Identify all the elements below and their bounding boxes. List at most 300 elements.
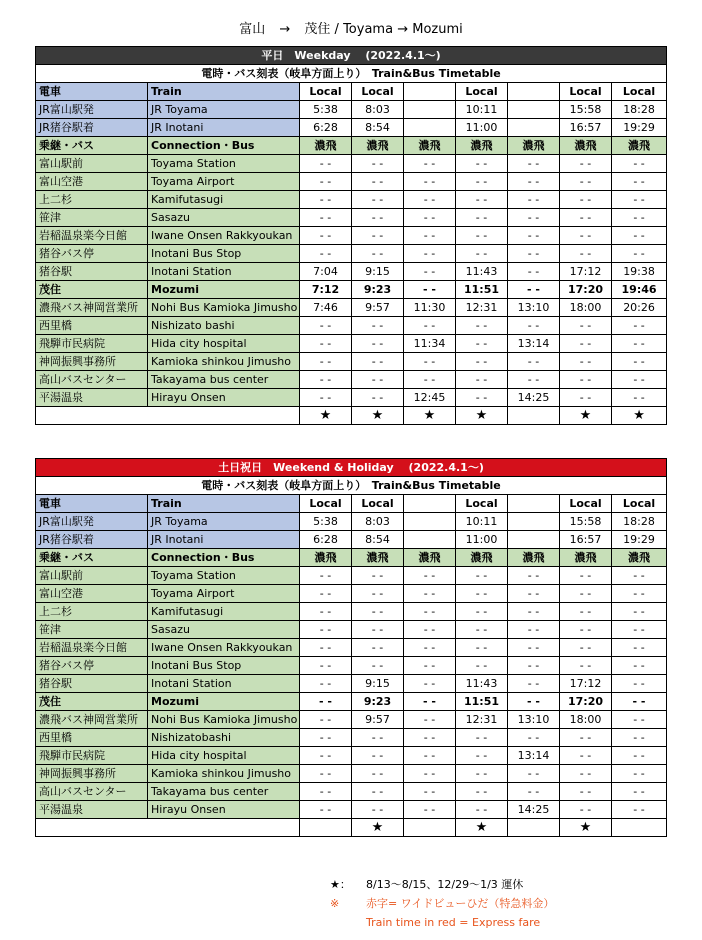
time-cell: 11:51 — [456, 693, 508, 711]
time-cell: 17:20 — [560, 281, 612, 299]
time-cell: - - — [456, 747, 508, 765]
time-cell: - - — [352, 621, 404, 639]
train-type-cell: Local — [612, 83, 667, 101]
time-cell: - - — [560, 155, 612, 173]
time-cell: 12:31 — [456, 299, 508, 317]
bus-operator-cell: 濃飛 — [352, 137, 404, 155]
time-cell: - - — [560, 639, 612, 657]
star-icon: ★： — [330, 878, 351, 891]
stop-name-en: Hirayu Onsen — [148, 801, 300, 819]
time-cell: - - — [352, 173, 404, 191]
title-from-en: Toyama — [343, 22, 394, 37]
time-cell: - - — [352, 783, 404, 801]
time-cell: 19:29 — [612, 119, 667, 137]
legend-note-jp: 赤字= ワイドビューひだ（特急料金） — [366, 897, 555, 910]
timetable-subtitle: 電時・バス刻表（岐阜方面上り） Train&Bus Timetable — [36, 477, 667, 495]
time-cell: - - — [508, 353, 560, 371]
stop-name-en: Mozumi — [148, 693, 300, 711]
time-cell: - - — [456, 729, 508, 747]
bus-row — [36, 657, 667, 675]
station-name-jp: JR富山駅発 — [36, 101, 148, 119]
stop-name-jp: 猪谷バス停 — [36, 657, 148, 675]
time-cell: 11:00 — [456, 119, 508, 137]
time-cell: - - — [404, 639, 456, 657]
time-cell: - - — [612, 729, 667, 747]
time-cell: - - — [456, 585, 508, 603]
time-cell: - - — [352, 657, 404, 675]
legend — [330, 875, 554, 932]
station-name-en: JR Toyama — [148, 101, 300, 119]
time-cell: - - — [508, 639, 560, 657]
arrow-icon: → — [397, 22, 409, 37]
star-icon — [612, 819, 667, 837]
time-cell: - - — [560, 585, 612, 603]
time-cell: - - — [456, 765, 508, 783]
stop-name-jp: 飛騨市民病院 — [36, 747, 148, 765]
time-cell: 9:15 — [352, 263, 404, 281]
time-cell: 11:43 — [456, 263, 508, 281]
time-cell: - - — [404, 371, 456, 389]
bus-row — [36, 747, 667, 765]
time-cell: - - — [612, 227, 667, 245]
stop-name-jp: 猪谷駅 — [36, 675, 148, 693]
time-cell: - - — [300, 801, 352, 819]
time-cell: - - — [300, 191, 352, 209]
time-cell: 9:15 — [352, 675, 404, 693]
time-cell: - - — [560, 603, 612, 621]
stars-row — [36, 407, 667, 425]
stop-name-jp: 濃飛バス神岡営業所 — [36, 711, 148, 729]
time-cell: - - — [404, 693, 456, 711]
weekday-timetable — [35, 46, 667, 425]
time-cell: 15:58 — [560, 101, 612, 119]
bus-row — [36, 245, 667, 263]
time-cell: - - — [404, 281, 456, 299]
time-cell: - - — [612, 245, 667, 263]
time-cell: - - — [560, 567, 612, 585]
star-icon: ★ — [456, 407, 508, 425]
train-type-cell: Local — [560, 495, 612, 513]
time-cell: - - — [404, 711, 456, 729]
time-cell: - - — [508, 317, 560, 335]
legend-star-row — [330, 875, 554, 894]
time-cell: - - — [352, 371, 404, 389]
bus-operator-cell: 濃飛 — [404, 137, 456, 155]
time-cell: - - — [508, 173, 560, 191]
time-cell: 16:57 — [560, 119, 612, 137]
stop-name-en: Sasazu — [148, 621, 300, 639]
time-cell: - - — [456, 603, 508, 621]
time-cell: - - — [560, 371, 612, 389]
stars-spacer — [36, 407, 300, 425]
stop-name-jp: 神岡振興事務所 — [36, 353, 148, 371]
train-row — [36, 531, 667, 549]
time-cell: - - — [404, 783, 456, 801]
time-cell: - - — [300, 335, 352, 353]
time-cell: - - — [612, 693, 667, 711]
time-cell: 13:14 — [508, 335, 560, 353]
stop-name-en: Iwane Onsen Rakkyoukan — [148, 639, 300, 657]
time-cell: 9:57 — [352, 299, 404, 317]
time-cell: 6:28 — [300, 119, 352, 137]
bus-operator-cell: 濃飛 — [456, 137, 508, 155]
time-cell: - - — [456, 245, 508, 263]
train-type-cell: Local — [560, 83, 612, 101]
bus-row — [36, 765, 667, 783]
subtitle-row — [36, 65, 667, 83]
time-cell: - - — [456, 567, 508, 585]
star-icon: ★ — [404, 407, 456, 425]
bus-row — [36, 155, 667, 173]
time-cell: - - — [456, 783, 508, 801]
time-cell: 17:20 — [560, 693, 612, 711]
title-to-en: Mozumi — [412, 22, 463, 37]
time-cell: - - — [612, 389, 667, 407]
star-icon — [508, 819, 560, 837]
bus-operator-cell: 濃飛 — [560, 549, 612, 567]
bus-row — [36, 621, 667, 639]
time-cell: 13:10 — [508, 299, 560, 317]
time-cell: - - — [300, 693, 352, 711]
time-cell: - - — [508, 209, 560, 227]
stop-name-jp: 岩稲温泉楽今日館 — [36, 227, 148, 245]
time-cell: - - — [612, 335, 667, 353]
stop-name-en: Inotani Bus Stop — [148, 245, 300, 263]
stop-name-jp: 富山空港 — [36, 173, 148, 191]
bus-row — [36, 209, 667, 227]
time-cell: - - — [404, 747, 456, 765]
time-cell: 17:12 — [560, 263, 612, 281]
time-cell: 7:04 — [300, 263, 352, 281]
time-cell — [508, 101, 560, 119]
stop-name-en: Takayama bus center — [148, 783, 300, 801]
time-cell: - - — [456, 639, 508, 657]
time-cell: - - — [404, 227, 456, 245]
stop-name-en: Inotani Station — [148, 263, 300, 281]
time-cell: 18:00 — [560, 711, 612, 729]
bus-header-en: Connection・Bus — [148, 549, 300, 567]
star-icon — [404, 819, 456, 837]
time-cell: - - — [300, 729, 352, 747]
time-cell: 11:30 — [404, 299, 456, 317]
time-cell — [404, 119, 456, 137]
bus-operator-cell: 濃飛 — [508, 137, 560, 155]
bus-row — [36, 389, 667, 407]
stop-name-jp: 平湯温泉 — [36, 801, 148, 819]
star-icon: ★ — [300, 407, 352, 425]
time-cell: - - — [508, 245, 560, 263]
train-row — [36, 101, 667, 119]
stop-name-en: Kamioka shinkou Jimusho — [148, 765, 300, 783]
bus-operator-cell: 濃飛 — [560, 137, 612, 155]
time-cell: - - — [612, 711, 667, 729]
time-cell: - - — [612, 191, 667, 209]
stop-name-en: Toyama Station — [148, 155, 300, 173]
time-cell: - - — [456, 657, 508, 675]
time-cell — [508, 119, 560, 137]
title-to-jp: 茂住 / — [304, 22, 339, 37]
time-cell: - - — [352, 801, 404, 819]
time-cell: 5:38 — [300, 101, 352, 119]
time-cell: 19:46 — [612, 281, 667, 299]
stop-name-en: Iwane Onsen Rakkyoukan — [148, 227, 300, 245]
stop-name-jp: 高山バスセンター — [36, 783, 148, 801]
bus-header-jp: 乗継・バス — [36, 137, 148, 155]
time-cell: - - — [404, 155, 456, 173]
time-cell: - - — [352, 567, 404, 585]
time-cell: 6:28 — [300, 531, 352, 549]
time-cell: - - — [612, 639, 667, 657]
time-cell: - - — [560, 353, 612, 371]
time-cell: - - — [560, 783, 612, 801]
stop-name-en: Nohi Bus Kamioka Jimusho — [148, 711, 300, 729]
legend-note-en-row — [330, 913, 554, 932]
time-cell — [508, 513, 560, 531]
time-cell: - - — [612, 783, 667, 801]
time-cell: - - — [456, 191, 508, 209]
bus-operator-cell: 濃飛 — [300, 137, 352, 155]
bus-row — [36, 585, 667, 603]
stop-name-jp: 上二杉 — [36, 603, 148, 621]
time-cell: - - — [508, 621, 560, 639]
train-header-row — [36, 495, 667, 513]
stop-name-jp: 笹津 — [36, 209, 148, 227]
bus-row — [36, 353, 667, 371]
time-cell: - - — [508, 191, 560, 209]
band-row — [36, 47, 667, 65]
bus-header-row — [36, 549, 667, 567]
timetable-subtitle: 電時・バス刻表（岐阜方面上り） Train&Bus Timetable — [36, 65, 667, 83]
time-cell: - - — [508, 693, 560, 711]
time-cell: - - — [352, 353, 404, 371]
stop-name-jp: 西里橋 — [36, 317, 148, 335]
time-cell: 14:25 — [508, 389, 560, 407]
stop-name-en: Nishizato bashi — [148, 317, 300, 335]
time-cell: - - — [300, 621, 352, 639]
station-name-jp: JR富山駅発 — [36, 513, 148, 531]
time-cell: 19:38 — [612, 263, 667, 281]
time-cell: - - — [508, 765, 560, 783]
bus-operator-cell: 濃飛 — [612, 137, 667, 155]
time-cell: - - — [560, 245, 612, 263]
train-type-cell: Local — [612, 495, 667, 513]
bus-header-row — [36, 137, 667, 155]
time-cell: - - — [300, 567, 352, 585]
stop-name-jp: 神岡振興事務所 — [36, 765, 148, 783]
stop-name-en: Sasazu — [148, 209, 300, 227]
time-cell: - - — [612, 317, 667, 335]
stop-name-jp: 茂住 — [36, 281, 148, 299]
stop-name-en: Mozumi — [148, 281, 300, 299]
bus-header-jp: 乗継・バス — [36, 549, 148, 567]
bus-row — [36, 639, 667, 657]
time-cell: - - — [612, 567, 667, 585]
time-cell: - - — [404, 245, 456, 263]
bus-row — [36, 783, 667, 801]
arrow-icon: → — [279, 22, 291, 37]
train-type-cell — [508, 83, 560, 101]
train-header-jp: 電車 — [36, 83, 148, 101]
stop-name-jp: 上二杉 — [36, 191, 148, 209]
train-header-jp: 電車 — [36, 495, 148, 513]
time-cell: 11:43 — [456, 675, 508, 693]
time-cell: - - — [300, 173, 352, 191]
time-cell: - - — [560, 747, 612, 765]
time-cell: 11:34 — [404, 335, 456, 353]
time-cell: - - — [352, 389, 404, 407]
train-type-cell — [404, 83, 456, 101]
train-type-cell: Local — [300, 495, 352, 513]
time-cell — [404, 101, 456, 119]
train-type-cell: Local — [456, 495, 508, 513]
time-cell: - - — [352, 765, 404, 783]
time-cell: 15:58 — [560, 513, 612, 531]
bus-row — [36, 801, 667, 819]
time-cell: - - — [352, 747, 404, 765]
bus-operator-cell: 濃飛 — [508, 549, 560, 567]
stop-name-jp: 茂住 — [36, 693, 148, 711]
time-cell: - - — [404, 353, 456, 371]
time-cell: 18:28 — [612, 101, 667, 119]
train-type-cell: Local — [456, 83, 508, 101]
time-cell: 17:12 — [560, 675, 612, 693]
time-cell: - - — [508, 585, 560, 603]
station-name-jp: JR猪谷駅着 — [36, 531, 148, 549]
time-cell: - - — [456, 155, 508, 173]
time-cell: - - — [300, 711, 352, 729]
time-cell: - - — [404, 567, 456, 585]
stop-name-en: Kamifutasugi — [148, 603, 300, 621]
page-title — [0, 18, 702, 37]
time-cell: 16:57 — [560, 531, 612, 549]
time-cell: - - — [404, 801, 456, 819]
time-cell: - - — [612, 371, 667, 389]
time-cell: - - — [352, 639, 404, 657]
star-icon: ★ — [352, 407, 404, 425]
time-cell: - - — [456, 371, 508, 389]
time-cell: - - — [456, 335, 508, 353]
time-cell: - - — [508, 281, 560, 299]
stop-name-jp: 西里橋 — [36, 729, 148, 747]
time-cell: - - — [352, 191, 404, 209]
time-cell: - - — [508, 263, 560, 281]
time-cell: - - — [612, 747, 667, 765]
stop-name-en: Kamioka shinkou Jimusho — [148, 353, 300, 371]
time-cell: 11:51 — [456, 281, 508, 299]
time-cell: - - — [560, 209, 612, 227]
bus-row — [36, 711, 667, 729]
bus-operator-cell: 濃飛 — [404, 549, 456, 567]
time-cell: - - — [508, 675, 560, 693]
time-cell: - - — [612, 621, 667, 639]
time-cell: - - — [560, 729, 612, 747]
time-cell: - - — [456, 621, 508, 639]
train-type-cell: Local — [352, 83, 404, 101]
stop-name-en: Nishizatobashi — [148, 729, 300, 747]
bus-row — [36, 729, 667, 747]
time-cell: - - — [612, 353, 667, 371]
time-cell: - - — [508, 567, 560, 585]
stop-name-en: Inotani Station — [148, 675, 300, 693]
bus-row — [36, 191, 667, 209]
time-cell: 11:00 — [456, 531, 508, 549]
holiday-timetable — [35, 458, 667, 837]
time-cell: - - — [456, 353, 508, 371]
bus-row — [36, 693, 667, 711]
time-cell: - - — [300, 603, 352, 621]
band-row — [36, 459, 667, 477]
time-cell: - - — [456, 317, 508, 335]
stop-name-jp: 猪谷駅 — [36, 263, 148, 281]
stop-name-en: Hida city hospital — [148, 335, 300, 353]
time-cell: - - — [300, 227, 352, 245]
stop-name-jp: 平湯温泉 — [36, 389, 148, 407]
time-cell: - - — [612, 173, 667, 191]
time-cell: - - — [508, 729, 560, 747]
bus-row — [36, 173, 667, 191]
note-mark: ※ — [330, 897, 340, 910]
time-cell: - - — [560, 657, 612, 675]
time-cell: - - — [300, 155, 352, 173]
time-cell: - - — [300, 783, 352, 801]
time-cell: - - — [300, 389, 352, 407]
time-cell: - - — [300, 317, 352, 335]
time-cell: - - — [352, 227, 404, 245]
train-header-en: Train — [148, 83, 300, 101]
timetable-band-title: 土日祝日 Weekend & Holiday (2022.4.1～) — [36, 459, 667, 477]
time-cell: - - — [404, 765, 456, 783]
time-cell: - - — [560, 765, 612, 783]
stop-name-en: Hirayu Onsen — [148, 389, 300, 407]
time-cell: - - — [560, 191, 612, 209]
time-cell: - - — [300, 585, 352, 603]
stop-name-jp: 富山空港 — [36, 585, 148, 603]
time-cell: - - — [404, 317, 456, 335]
bus-row — [36, 603, 667, 621]
time-cell: - - — [508, 155, 560, 173]
time-cell: - - — [404, 729, 456, 747]
time-cell: - - — [352, 155, 404, 173]
time-cell: 13:10 — [508, 711, 560, 729]
time-cell: - - — [300, 657, 352, 675]
star-icon: ★ — [560, 407, 612, 425]
time-cell: - - — [404, 585, 456, 603]
time-cell: 9:23 — [352, 693, 404, 711]
time-cell: - - — [404, 657, 456, 675]
time-cell: 14:25 — [508, 801, 560, 819]
station-name-en: JR Inotani — [148, 119, 300, 137]
time-cell: - - — [300, 639, 352, 657]
bus-row — [36, 281, 667, 299]
bus-row — [36, 335, 667, 353]
bus-row — [36, 227, 667, 245]
time-cell — [404, 531, 456, 549]
time-cell — [404, 513, 456, 531]
train-header-row — [36, 83, 667, 101]
time-cell — [508, 531, 560, 549]
bus-operator-cell: 濃飛 — [300, 549, 352, 567]
time-cell: 7:46 — [300, 299, 352, 317]
time-cell: - - — [560, 335, 612, 353]
time-cell: - - — [300, 765, 352, 783]
train-type-cell: Local — [300, 83, 352, 101]
time-cell: - - — [508, 657, 560, 675]
time-cell: - - — [612, 603, 667, 621]
subtitle-row — [36, 477, 667, 495]
time-cell: 9:23 — [352, 281, 404, 299]
station-name-jp: JR猪谷駅着 — [36, 119, 148, 137]
time-cell: - - — [560, 389, 612, 407]
